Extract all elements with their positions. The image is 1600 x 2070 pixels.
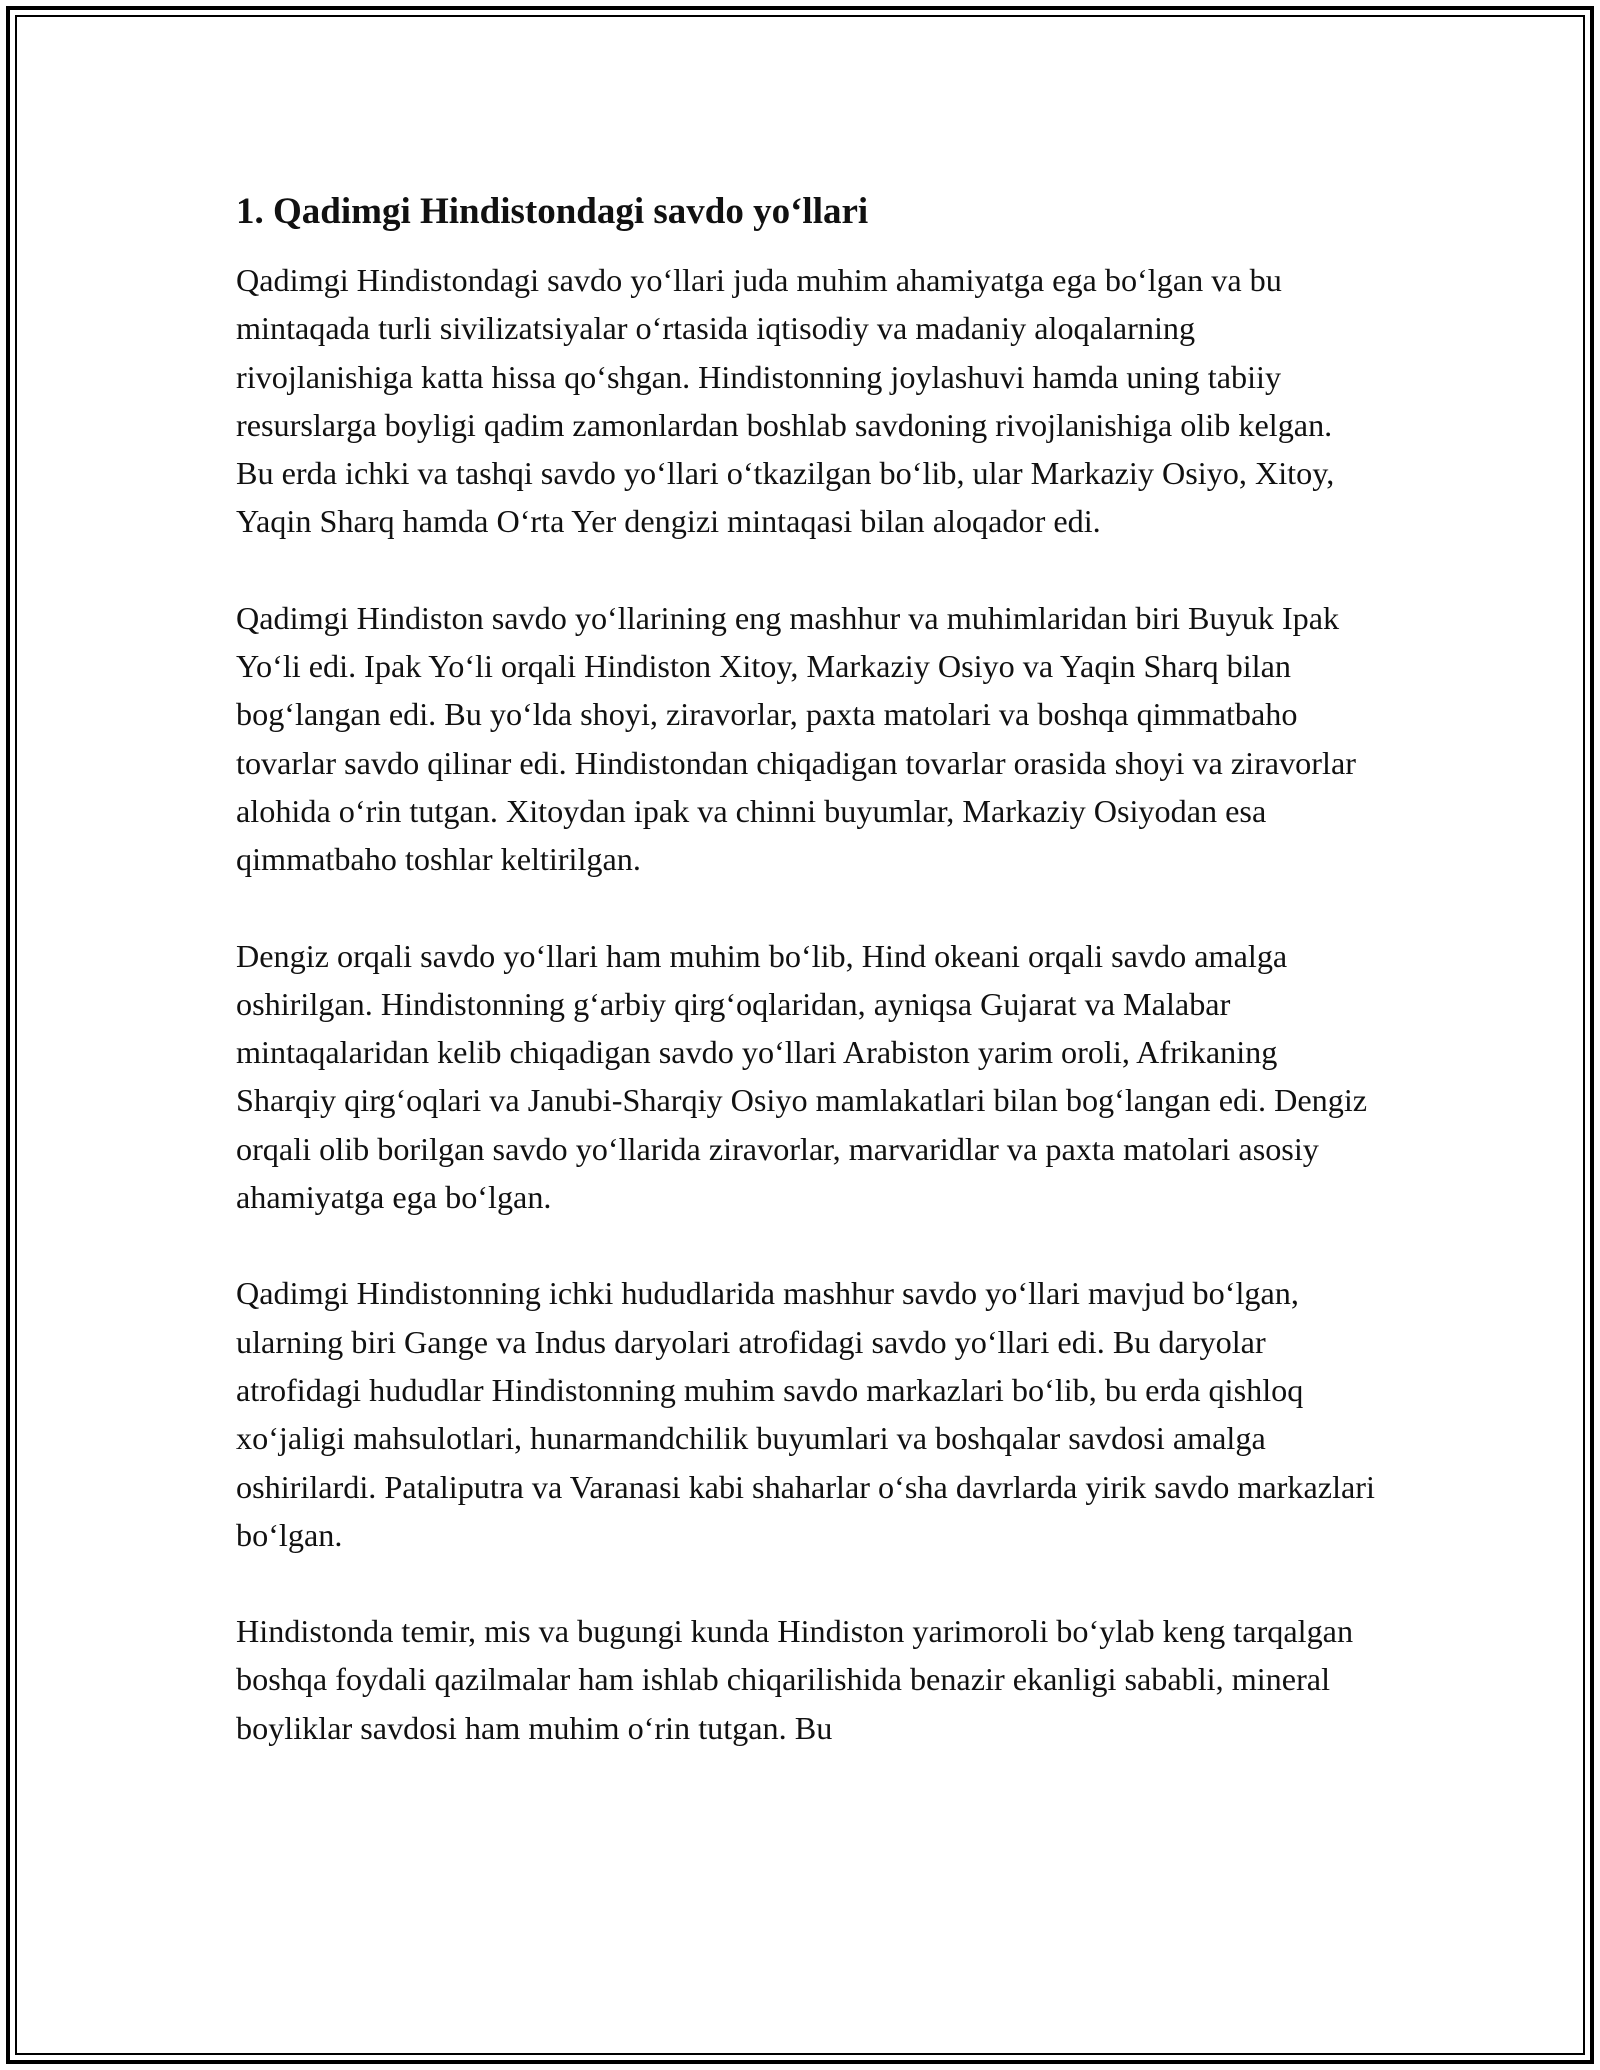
section-heading: 1. Qadimgi Hindistondagi savdo yo‘llari bbox=[236, 191, 869, 232]
paragraph: Dengiz orqali savdo yo‘llari ham muhim bo‘lib, Hind okeani orqali savdo amalga oshirilgan. Hindistonning g‘arbiy qirg‘oqlaridan, ayniqsa Gujarat va Malabar mintaqalaridan kelib chiqadigan savdo yo‘llari Arabiston yarim oroli, Afrikaning Sharqiy qirg‘oqlari va Janubi-Sharqiy Osiyo mamlakatlari bilan bog‘langan edi. Dengiz orqali olib borilgan savdo yo‘llarida ziravorlar, marvaridlar va paxta matolari asosiy ahamiyatga ega bo‘lgan. bbox=[236, 937, 1368, 1216]
paragraph: Hindistonda temir, mis va bugungi kunda Hindiston yarimoroli bo‘ylab keng tarqalgan boshqa foydali qazilmalar ham ishlab chiqarilishida benazir ekanligi sababli, mineral boyliklar savdosi ham muhim o‘rin tutgan. Bu bbox=[236, 1613, 1354, 1746]
paragraph: Qadimgi Hindiston savdo yo‘llarining eng mashhur va muhimlaridan biri Buyuk Ipak Yo‘li edi. Ipak Yo‘li orqali Hindiston Xitoy, Markaziy Osiyo va Yaqin Sharq bilan bog‘langan edi. Bu yo‘lda shoyi, ziravorlar, paxta matolari va boshqa qimmatbaho tovarlar savdo qilinar edi. Hindistondan chiqadigan tovarlar orasida shoyi va ziravorlar alohida o‘rin tutgan. Xitoydan ipak va chinni buyumlar, Markaziy Osiyodan esa qimmatbaho toshlar keltirilgan. bbox=[236, 599, 1356, 878]
document-body bbox=[236, 188, 1376, 1800]
paragraph: Qadimgi Hindistondagi savdo yo‘llari juda muhim ahamiyatga ega bo‘lgan va bu mintaqada turli sivilizatsiyalar o‘rtasida iqtisodiy va madaniy aloqalarning rivojlanishiga katta hissa qo‘shgan. Hindistonning joylashuvi hamda uning tabiiy resurslarga boyligi qadim zamonlardan boshlab savdoning rivojlanishiga olib kelgan. Bu erda ichki va tashqi savdo yo‘llari o‘tkazilgan bo‘lib, ular Markaziy Osiyo, Xitoy, Yaqin Sharq hamda O‘rta Yer dengizi mintaqasi bilan aloqador edi. bbox=[236, 262, 1335, 540]
paragraph: Qadimgi Hindistonning ichki hududlarida mashhur savdo yo‘llari mavjud bo‘lgan, ularning biri Gange va Indus daryolari atrofidagi savdo yo‘llari edi. Bu daryolar atrofidagi hududlar Hindistonning muhim savdo markazlari bo‘lib, bu erda qishloq xo‘jaligi mahsulotlari, hunarmandchilik buyumlari va boshqalar savdosi amalga oshirilardi. Pataliputra va Varanasi kabi shaharlar o‘sha davrlarda yirik savdo markazlari bo‘lgan. bbox=[236, 1275, 1375, 1553]
